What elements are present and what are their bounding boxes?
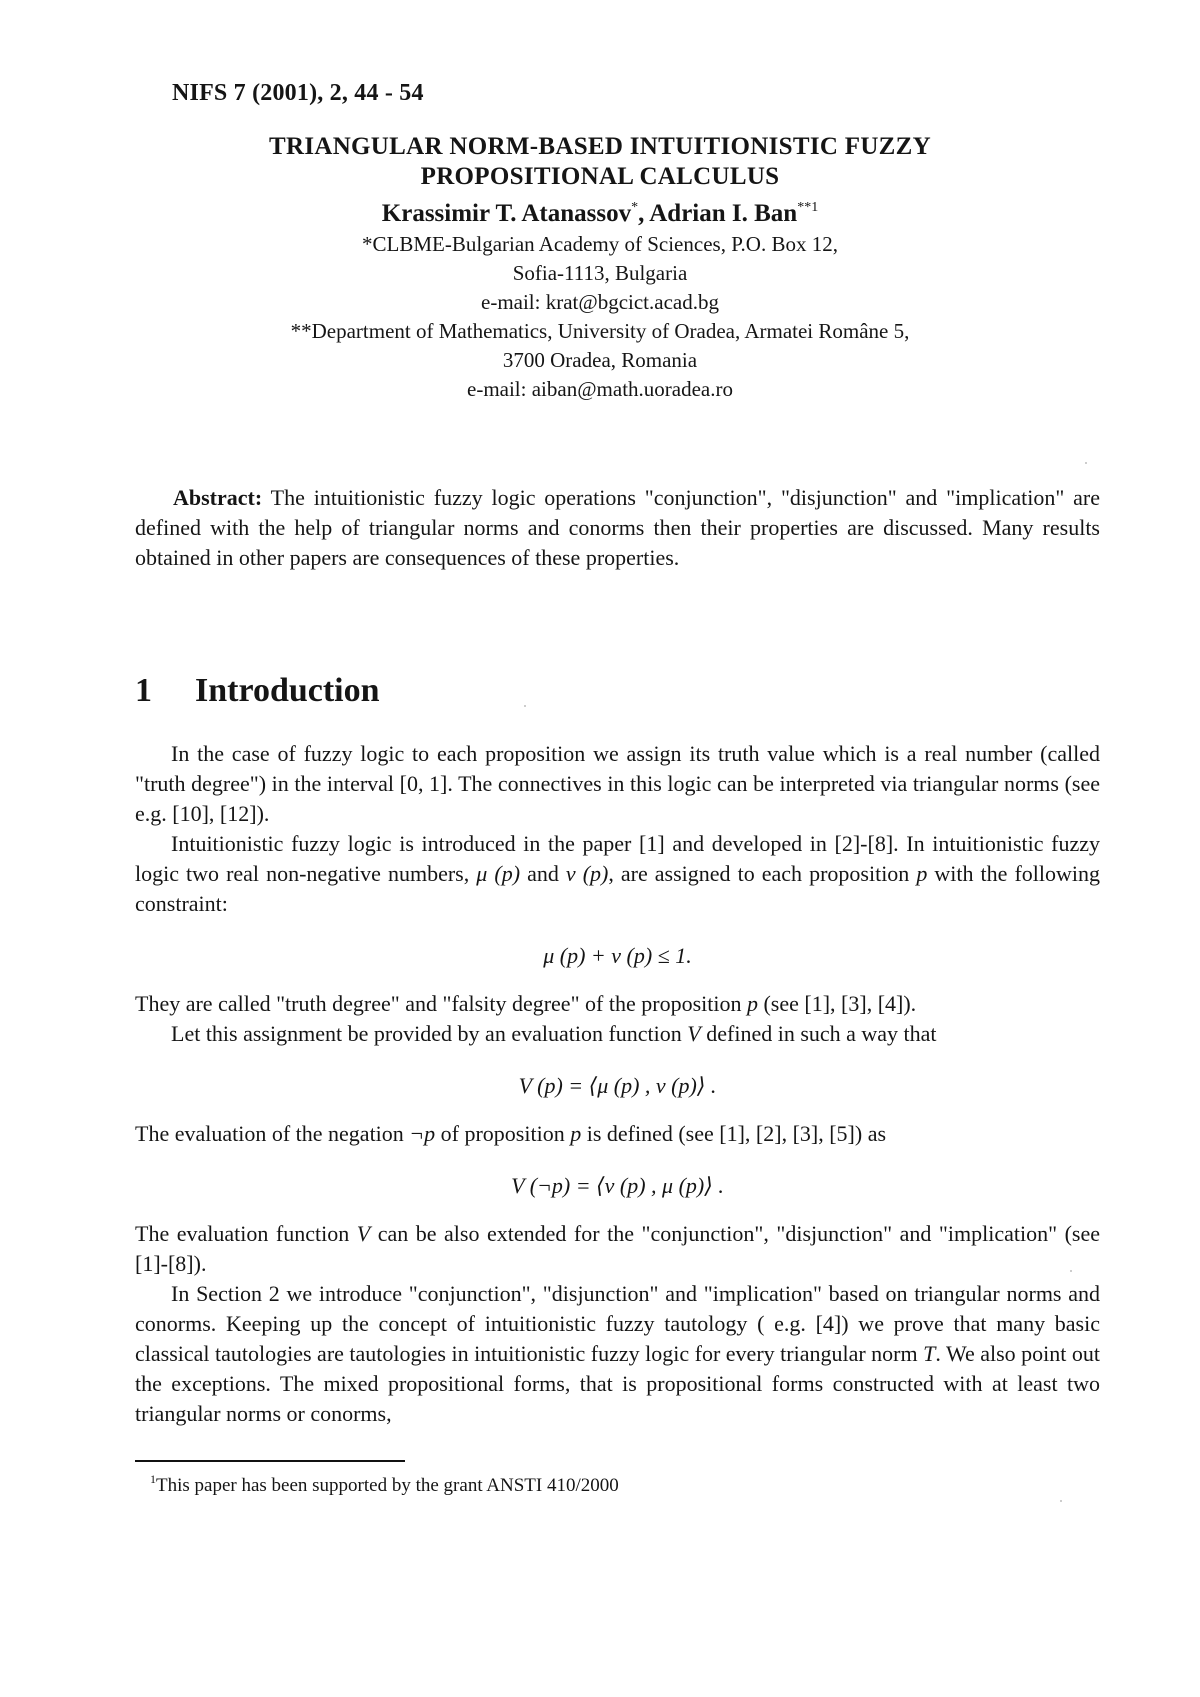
paragraph-5-text-c: is defined (see [1], [2], [3], [5]) as	[581, 1121, 887, 1146]
affiliation-1-city: Sofia-1113, Bulgaria	[512, 261, 688, 285]
paragraph-4-text-a: Let this assignment be provided by an evaluation function	[171, 1021, 688, 1046]
abstract-text: The intuitionistic fuzzy logic operations "conjunction", "disjunction" and "implication" are defined with the help of triangular norms and conorms then their properties are discussed. Many results obtained in other papers are consequences of these properties.	[135, 485, 1100, 570]
paragraph-2-text-b: and	[520, 861, 566, 886]
footnote-divider	[135, 1460, 405, 1462]
paragraph-6	[135, 1219, 1100, 1279]
paragraph-3-text-b: (see [1], [3], [4]).	[757, 991, 917, 1016]
scan-speck	[524, 705, 526, 707]
scan-speck	[1070, 1270, 1072, 1272]
equation-constraint-text: μ (p) + ν (p) ≤ 1.	[543, 943, 692, 968]
paragraph-1: In the case of fuzzy logic to each proposition we assign its truth value which is a real number (called "truth degree") in the interval [0, 1]. The connectives in this logic can be interpreted via triangular norms (see e.g. [10], [12]).	[135, 741, 1100, 826]
paragraph-5	[135, 1119, 1100, 1149]
math-v: V	[687, 1021, 701, 1046]
paragraph-4-text-b: defined in such a way that	[700, 1021, 937, 1046]
math-nu-p: ν (p)	[565, 861, 609, 886]
paragraph-2-text-c: , are assigned to each proposition	[608, 861, 917, 886]
author-list	[0, 192, 1200, 230]
paper-title-line-2: PROPOSITIONAL CALCULUS	[420, 163, 780, 190]
math-p: p	[570, 1121, 582, 1146]
footnote-text: This paper has been supported by the grant ANSTI 410/2000	[156, 1475, 619, 1496]
section-title: Introduction	[195, 672, 380, 709]
abstract-label: Abstract:	[173, 485, 263, 510]
paragraph-4	[135, 1019, 1100, 1049]
footnote-mark: 1	[150, 1472, 156, 1486]
paragraph-2-text-d: with the following constraint:	[135, 861, 1101, 916]
paragraph-7	[135, 1279, 1100, 1429]
author-separator: ,	[638, 200, 650, 227]
paper-title-line-1: TRIANGULAR NORM-BASED INTUITIONISTIC FUZZY	[268, 133, 931, 160]
math-p: p	[916, 861, 928, 886]
author-2-email: e-mail: aiban@math.uoradea.ro	[467, 377, 733, 401]
introduction-body	[135, 739, 1100, 1429]
math-t: T	[923, 1341, 936, 1366]
paragraph-5-text-b: of proposition	[435, 1121, 571, 1146]
author-2-mark: **1	[797, 200, 819, 215]
paragraph-7-text-a: In Section 2 we introduce "conjunction", "disjunction" and "implication" based on triangular norms and conorms. Keeping up the concept of intuitionistic fuzzy tautology ( e.g. [4]) we prove that many basic classical tautologies are tautologies in intuitionistic fuzzy logic for every triangular norm	[135, 1281, 1100, 1366]
footnote	[150, 1466, 619, 1499]
journal-reference: NIFS 7 (2001), 2, 44 - 54	[172, 80, 424, 106]
affiliation-2: **Department of Mathematics, University of Oradea, Armatei Române 5,	[290, 319, 910, 343]
paragraph-2	[135, 829, 1100, 919]
affiliation-1: *CLBME-Bulgarian Academy of Sciences, P.O. Box 12,	[362, 232, 838, 256]
paragraph-3	[135, 989, 1100, 1019]
math-not-p: ¬p	[409, 1121, 436, 1146]
paragraph-2-text-a: Intuitionistic fuzzy logic is introduced in the paper [1] and developed in [2]-[8]. In intuitionistic fuzzy logic two real non-negative numbers,	[135, 831, 1100, 886]
equation-evaluation-text: V (p) = ⟨μ (p) , ν (p)⟩ .	[518, 1073, 717, 1098]
paragraph-5-text-a: The evaluation of the negation	[135, 1121, 410, 1146]
abstract	[135, 483, 1100, 573]
paragraph-3-text-a: They are called "truth degree" and "falsity degree" of the proposition	[135, 991, 747, 1016]
author-1: Krassimir T. Atanassov	[381, 200, 632, 227]
author-1-email: e-mail: krat@bgcict.acad.bg	[481, 290, 719, 314]
math-v: V	[356, 1221, 371, 1246]
paragraph-6-text-b: can be also extended for the "conjunction", "disjunction" and "implication" (see [1]-[8]).	[135, 1221, 1100, 1276]
equation-constraint	[135, 941, 1100, 971]
section-number: 1	[135, 672, 152, 709]
author-1-mark: *	[631, 200, 639, 215]
math-mu-p: μ (p)	[476, 861, 521, 886]
paragraph-6-text-a: The evaluation function	[135, 1221, 357, 1246]
affiliation-2-city: 3700 Oradea, Romania	[502, 348, 698, 372]
section-heading	[135, 672, 380, 710]
equation-evaluation	[135, 1071, 1100, 1101]
author-2: Adrian I. Ban	[649, 200, 798, 227]
scan-speck	[1060, 1500, 1062, 1502]
math-p: p	[746, 991, 758, 1016]
paragraph-7-text-b: . We also point out the exceptions. The mixed propositional forms, that is propositional forms constructed with at least two triangular norms or conorms,	[135, 1341, 1101, 1426]
title-block	[0, 132, 1200, 404]
equation-negation-text: V (¬p) = ⟨ν (p) , μ (p)⟩ .	[511, 1173, 724, 1198]
equation-negation	[135, 1171, 1100, 1201]
scan-speck	[1085, 462, 1087, 464]
